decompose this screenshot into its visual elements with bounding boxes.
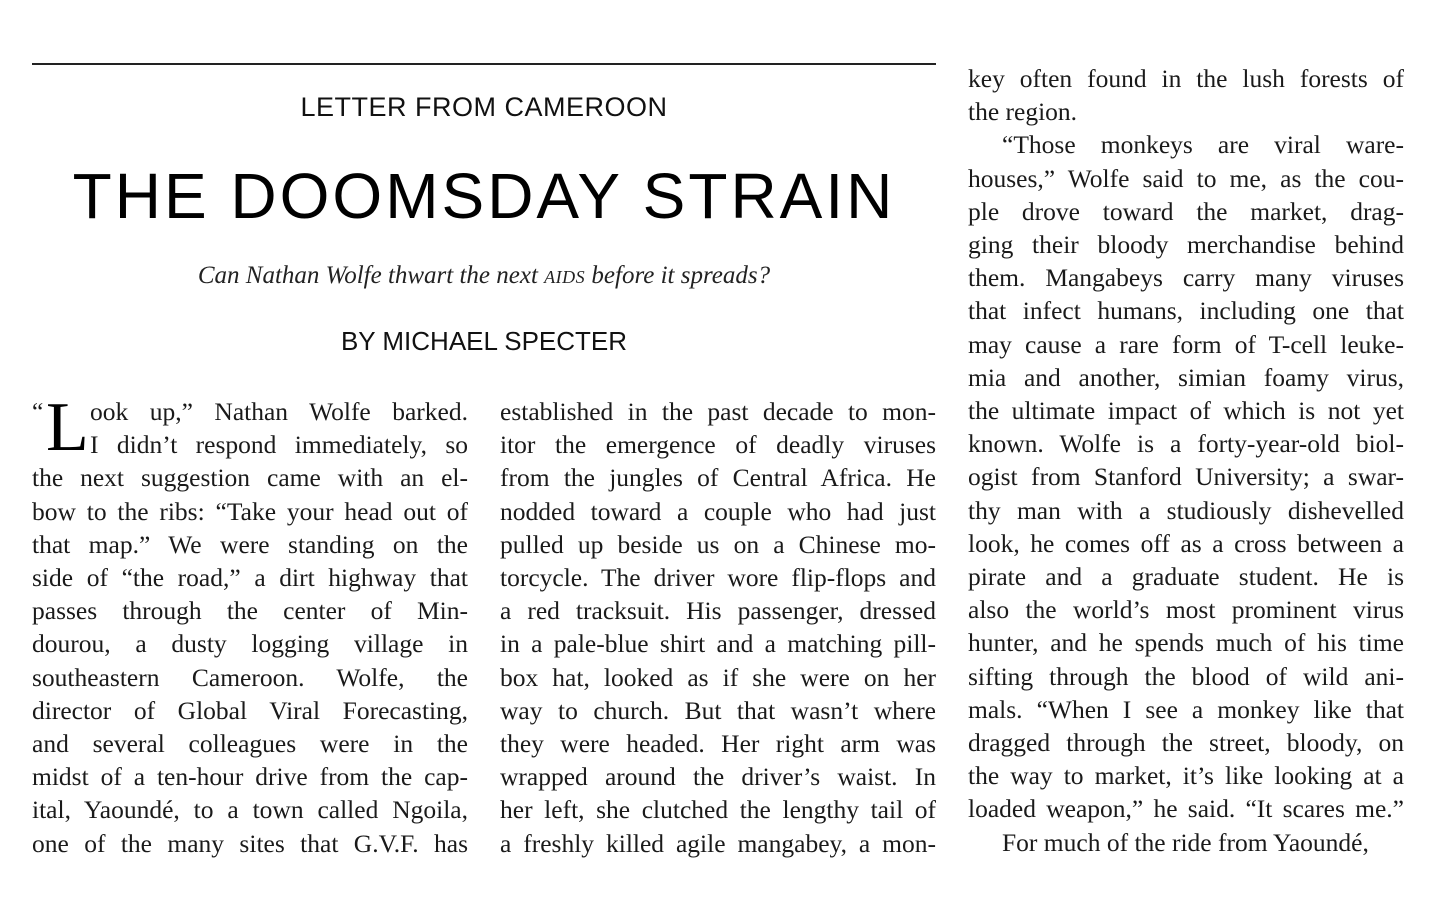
text-line: the way to market, it’s like looking at a: [968, 761, 1404, 791]
dek: [32, 262, 936, 290]
text-line: way to church. But that wasn’t where: [500, 695, 936, 725]
text-line: that infect humans, including one that: [968, 296, 1404, 326]
text-line: pulled up beside us on a Chinese mo-: [500, 529, 936, 559]
text-line: director of Global Viral Forecasting,: [32, 695, 468, 725]
headline: THE DOOMSDAY STRAIN: [72, 160, 896, 232]
text-line: nodded toward a couple who had just: [500, 496, 936, 526]
article-column-1: [32, 389, 468, 860]
text-line: known. Wolfe is a forty-year-old biol-: [968, 429, 1404, 459]
text-line: look, he comes off as a cross between a: [968, 528, 1404, 558]
text-line: thy man with a studiously dishevelled: [968, 495, 1404, 525]
text-line: from the jungles of Central Africa. He: [500, 463, 936, 493]
text-line: also the world’s most prominent virus: [968, 595, 1404, 625]
text-line: dourou, a dusty logging village in: [32, 629, 468, 659]
text-line: southeastern Cameroon. Wolfe, the: [32, 662, 468, 692]
text-line: them. Mangabeys carry many viruses: [968, 263, 1404, 293]
text-line: itor the emergence of deadly viruses: [500, 430, 936, 460]
rubric: LETTER FROM CAMEROON: [300, 92, 668, 122]
text-line: side of “the road,” a dirt highway that: [32, 563, 468, 593]
text-line: “Those monkeys are viral ware-: [1002, 130, 1404, 160]
text-line: the region.: [968, 97, 1078, 127]
text-line: box hat, looked as if she were on her: [500, 662, 936, 692]
drop-cap-letter: L: [46, 389, 89, 466]
text-line: the next suggestion came with an el-: [32, 463, 468, 493]
text-line: bow to the ribs: “Take your head out of: [32, 496, 468, 526]
text-line: a red tracksuit. His passenger, dressed: [500, 596, 936, 626]
byline: BY MICHAEL SPECTER: [340, 326, 628, 356]
drop-cap-quote: “: [32, 397, 44, 426]
text-line: key often found in the lush forests of: [968, 64, 1404, 93]
text-line: ogist from Stanford University; a swar-: [968, 462, 1404, 492]
text-line: they were headed. Her right arm was: [500, 729, 936, 759]
text-line: a freshly killed agile mangabey, a mon-: [500, 828, 936, 858]
text-line: ple drove toward the market, drag-: [968, 196, 1404, 226]
text-line: houses,” Wolfe said to me, as the cou-: [968, 163, 1404, 193]
top-rule: [32, 63, 936, 65]
text-line: passes through the center of Min-: [32, 596, 468, 626]
text-line: loaded weapon,” he said. “It scares me.”: [968, 794, 1404, 824]
text-line: ging their bloody merchandise behind: [968, 230, 1404, 260]
text-line: ook up,” Nathan Wolfe barked.: [90, 397, 468, 426]
text-line: hunter, and he spends much of his time: [968, 628, 1404, 658]
article-column-3: [968, 62, 1404, 859]
text-line: ital, Yaoundé, to a town called Ngoila,: [32, 795, 468, 825]
text-line: I didn’t respond immediately, so: [90, 430, 468, 460]
text-line: her left, she clutched the lengthy tail of: [500, 795, 936, 825]
dek-part-2: before it spreads?: [585, 262, 771, 289]
text-line: established in the past decade to mon-: [500, 397, 936, 426]
text-line: mals. “When I see a monkey like that: [968, 694, 1404, 724]
text-line: that map.” We were standing on the: [32, 529, 468, 559]
text-line: sifting through the blood of wild ani-: [968, 661, 1404, 691]
text-line: torcycle. The driver wore flip-flops and: [500, 563, 936, 593]
article-column-2: [500, 395, 936, 860]
text-line: mia and another, simian foamy virus,: [968, 362, 1404, 392]
text-line: in a pale-blue shirt and a matching pill-: [500, 629, 936, 659]
dek-smallcaps: AIDS: [544, 267, 586, 287]
text-line: For much of the ride from Yaoundé,: [1002, 827, 1369, 857]
text-line: midst of a ten-hour drive from the cap-: [32, 762, 468, 792]
text-line: pirate and a graduate student. He is: [968, 562, 1404, 592]
dek-part-1: Can Nathan Wolfe thwart the next: [197, 262, 545, 289]
text-line: one of the many sites that G.V.F. has: [32, 828, 468, 858]
text-line: may cause a rare form of T-cell leuke-: [968, 329, 1404, 359]
text-line: dragged through the street, bloody, on: [968, 728, 1404, 758]
text-line: the ultimate impact of which is not yet: [968, 396, 1404, 426]
text-line: and several colleagues were in the: [32, 729, 468, 759]
text-line: wrapped around the driver’s waist. In: [500, 762, 936, 792]
